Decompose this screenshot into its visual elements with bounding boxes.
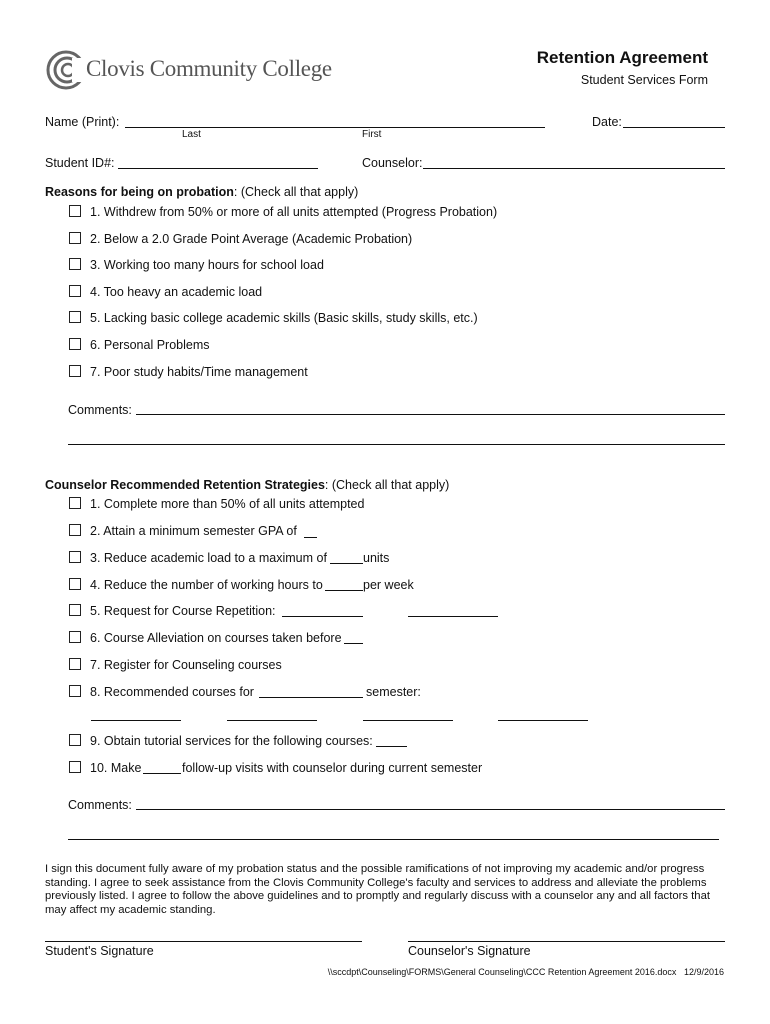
checkbox[interactable] — [69, 658, 81, 670]
counselor-field[interactable] — [423, 168, 725, 169]
reasons-heading-rest: : (Check all that apply) — [233, 185, 359, 199]
last-name-caption: Last — [182, 129, 201, 140]
college-logo-icon — [46, 50, 86, 90]
logo-text: Clovis Community College — [86, 56, 332, 81]
checkbox[interactable] — [69, 631, 81, 643]
strategy-label: 7. Register for Counseling courses — [90, 658, 282, 672]
student-id-label: Student ID#: — [45, 156, 115, 170]
checkbox[interactable] — [69, 205, 81, 217]
name-field[interactable] — [125, 127, 545, 128]
reason-label: 2. Below a 2.0 Grade Point Average (Academic Probation) — [90, 232, 413, 246]
reasons-comments-field[interactable] — [136, 414, 725, 415]
strategy-label: 3. Reduce academic load to a maximum of — [90, 551, 327, 565]
strategies-heading — [45, 478, 449, 492]
strategy-label: 4. Reduce the number of working hours to — [90, 578, 323, 592]
recommended-course-field-2[interactable] — [227, 720, 317, 721]
checkbox[interactable] — [69, 285, 81, 297]
agreement-text: I sign this document fully aware of my probation status and the possible ramifications of not improving my academic and/or progress standing. I agree to seek assistance from the Clovis Community College's faculty and services to address and alleviate the problems previously listed. I agree to follow the above guidelines and to promptly and regularly discuss with a counselor any and all factors that may affect my academic standing. — [45, 863, 711, 916]
strategy-label: 6. Course Alleviation on courses taken before — [90, 631, 342, 645]
checkbox[interactable] — [69, 578, 81, 590]
checkbox[interactable] — [69, 685, 81, 697]
checkbox[interactable] — [69, 734, 81, 746]
reason-label: 4. Too heavy an academic load — [90, 285, 263, 299]
first-name-caption: First — [362, 129, 382, 140]
counselor-label: Counselor: — [362, 156, 423, 170]
student-signature-label: Student's Signature — [45, 944, 154, 958]
course-alleviation-field[interactable] — [344, 643, 363, 644]
counselor-signature-field[interactable] — [408, 941, 725, 942]
recommended-course-field-3[interactable] — [363, 720, 453, 721]
strategy-label: 1. Complete more than 50% of all units attempted — [90, 497, 365, 511]
reason-label: 1. Withdrew from 50% or more of all units attempted (Progress Probation) — [90, 205, 498, 219]
checkbox[interactable] — [69, 604, 81, 616]
reason-label: 7. Poor study habits/Time management — [90, 365, 308, 379]
counselor-signature-label: Counselor's Signature — [408, 944, 531, 958]
checkbox[interactable] — [69, 365, 81, 377]
recommended-course-field-1[interactable] — [91, 720, 181, 721]
page-title: Retention Agreement — [536, 48, 708, 67]
reason-label: 5. Lacking basic college academic skills (Basic skills, study skills, etc.) — [90, 311, 478, 325]
strategies-heading-rest: : (Check all that apply) — [324, 478, 450, 492]
date-field[interactable] — [623, 127, 725, 128]
reason-label: 3. Working too many hours for school load — [90, 258, 324, 272]
reason-label: 6. Personal Problems — [90, 338, 210, 352]
checkbox[interactable] — [69, 524, 81, 536]
strategies-comments-field[interactable] — [136, 809, 725, 810]
name-label: Name (Print): — [45, 115, 120, 129]
page-subtitle: Student Services Form — [580, 73, 708, 87]
reasons-comments-field-2[interactable] — [68, 444, 725, 445]
checkbox[interactable] — [69, 761, 81, 773]
footer — [328, 967, 724, 977]
strategies-comments-field-2[interactable] — [68, 839, 719, 840]
tutorial-courses-field[interactable] — [376, 746, 407, 747]
reasons-heading-bold: Reasons for being on probation — [45, 185, 234, 199]
date-label: Date: — [592, 115, 622, 129]
course-repetition-field-2[interactable] — [408, 616, 498, 617]
recommended-course-field-4[interactable] — [498, 720, 588, 721]
max-units-field[interactable] — [330, 563, 363, 564]
working-hours-field[interactable] — [325, 590, 363, 591]
footer-date: 12/9/2016 — [683, 967, 724, 977]
units-label: units — [363, 551, 390, 565]
strategy-label: 8. Recommended courses for — [90, 685, 254, 699]
followup-visits-field[interactable] — [143, 773, 181, 774]
strategy-label: 2. Attain a minimum semester GPA of — [90, 524, 297, 538]
reasons-comments-label: Comments: — [68, 403, 132, 417]
checkbox[interactable] — [69, 338, 81, 350]
checkbox[interactable] — [69, 551, 81, 563]
strategies-heading-bold: Counselor Recommended Retention Strategies — [45, 478, 325, 492]
checkbox[interactable] — [69, 232, 81, 244]
strategy-label: 10. Make — [90, 761, 142, 775]
reasons-heading — [45, 185, 358, 199]
semester-field[interactable] — [259, 697, 363, 698]
student-id-field[interactable] — [118, 168, 318, 169]
student-signature-field[interactable] — [45, 941, 362, 942]
footer-path: \\sccdpt\Counseling\FORMS\General Counseling\CCC Retention Agreement 2016.docx — [327, 967, 677, 977]
checkbox[interactable] — [69, 258, 81, 270]
gpa-field[interactable] — [304, 537, 317, 538]
course-repetition-field-1[interactable] — [282, 616, 363, 617]
strategies-comments-label: Comments: — [68, 798, 132, 812]
strategy-label: 5. Request for Course Repetition: — [90, 604, 276, 618]
strategy-label: 9. Obtain tutorial services for the following courses: — [90, 734, 373, 748]
checkbox[interactable] — [69, 311, 81, 323]
followup-label: follow-up visits with counselor during current semester — [182, 761, 483, 775]
checkbox[interactable] — [69, 497, 81, 509]
per-week-label: per week — [363, 578, 414, 592]
semester-label: semester: — [366, 685, 421, 699]
